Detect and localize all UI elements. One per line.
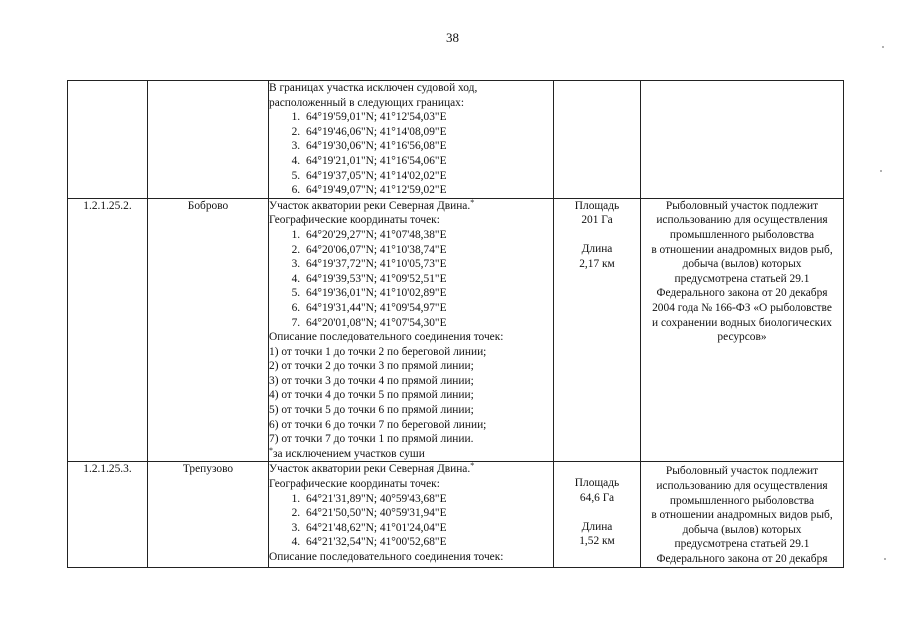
area-cell xyxy=(554,462,641,567)
coordinate-item: 4. 64°19'39,53"N; 41°09'52,51"E xyxy=(303,272,553,287)
area-value: 64,6 Га xyxy=(579,492,615,505)
note-line: добыча (вылов) которых xyxy=(682,523,802,536)
note-line: промышленного рыболовства xyxy=(669,494,815,507)
footnote-asterisk: * xyxy=(470,461,475,471)
site-number-cell: 1.2.1.25.2. xyxy=(68,198,148,462)
site-description-cell xyxy=(269,462,554,567)
length-value: 1,52 км xyxy=(579,535,615,548)
site-title xyxy=(269,199,553,214)
footnote-asterisk: * xyxy=(269,445,273,455)
note-line: промышленного рыболовства xyxy=(669,228,815,241)
note-line: предусмотрена статьей 29.1 xyxy=(674,272,810,285)
site-number-cell xyxy=(68,81,148,199)
coordinate-item: 1. 64°21'31,89"N; 40°59'43,68"E xyxy=(303,492,553,507)
note-line: использованию для осуществления xyxy=(656,214,828,227)
connection-line: 5) от точки 5 до точки 6 по прямой линии; xyxy=(269,404,474,417)
site-name-cell: Боброво xyxy=(148,198,269,462)
scan-speck xyxy=(880,170,882,172)
coordinate-list xyxy=(269,228,553,330)
coordinate-item: 1. 64°20'29,27"N; 41°07'48,38"E xyxy=(303,228,553,243)
coordinate-item: 5. 64°19'36,01"N; 41°10'02,89"E xyxy=(303,286,553,301)
coordinate-item: 3. 64°19'37,72"N; 41°10'05,73"E xyxy=(303,257,553,272)
area-label: Площадь xyxy=(574,477,620,490)
site-title xyxy=(269,462,553,477)
table-row xyxy=(68,198,844,462)
coordinate-item: 2. 64°19'46,06"N; 41°14'08,09"E xyxy=(303,125,553,140)
connection-line: 6) от точки 6 до точки 7 по береговой линии; xyxy=(269,418,487,431)
connection-line: 7) от точки 7 до точки 1 по прямой линии. xyxy=(269,433,474,446)
connection-line: 1) от точки 1 до точки 2 по береговой линии; xyxy=(269,345,487,358)
description-line: расположенный в следующих границах: xyxy=(269,96,465,109)
coords-heading: Географические координаты точек: xyxy=(269,214,440,227)
coordinate-item: 5. 64°19'37,05"N; 41°14'02,02"E xyxy=(303,169,553,184)
connection-line: 4) от точки 4 до точки 5 по прямой линии; xyxy=(269,389,474,402)
exclusion-note xyxy=(269,447,553,462)
coordinate-item: 7. 64°20'01,08"N; 41°07'54,30"E xyxy=(303,316,553,331)
site-name-cell: Трепузово xyxy=(148,462,269,567)
area-value: 201 Га xyxy=(581,214,613,227)
length-value: 2,17 км xyxy=(579,257,615,270)
coordinate-item: 6. 64°19'49,07"N; 41°12'59,02"E xyxy=(303,183,553,198)
connections-heading: Описание последовательного соединения точек: xyxy=(269,331,504,344)
coordinate-list xyxy=(269,110,553,198)
coordinate-list xyxy=(269,492,553,550)
site-title-text: Участок акватории реки Северная Двина. xyxy=(269,199,471,212)
length-label: Длина xyxy=(581,520,613,533)
note-line: в отношении анадромных видов рыб, xyxy=(651,243,833,256)
table-row xyxy=(68,81,844,199)
coordinate-item: 4. 64°19'21,01"N; 41°16'54,06"E xyxy=(303,154,553,169)
table-row xyxy=(68,462,844,567)
site-number-cell: 1.2.1.25.3. xyxy=(68,462,148,567)
note-line: Рыболовный участок подлежит xyxy=(665,199,819,212)
coordinate-item: 2. 64°21'50,50"N; 40°59'31,94"E xyxy=(303,506,553,521)
length-label: Длина xyxy=(581,242,613,255)
note-line: использованию для осуществления xyxy=(656,480,828,493)
exclusion-text: за исключением участков суши xyxy=(273,447,425,460)
coordinate-item: 4. 64°21'32,54"N; 41°00'52,68"E xyxy=(303,535,553,550)
description-line: В границах участка исключен судовой ход, xyxy=(269,82,478,94)
site-title-text: Участок акватории реки Северная Двина. xyxy=(269,463,471,476)
note-line: в отношении анадромных видов рыб, xyxy=(651,509,833,522)
note-line: Федерального закона от 20 декабря xyxy=(656,287,828,300)
site-name-cell xyxy=(148,81,269,199)
connection-line: 2) от точки 2 до точки 3 по прямой линии; xyxy=(269,360,474,373)
area-cell xyxy=(554,81,641,199)
coordinate-item: 6. 64°19'31,44"N; 41°09'54,97"E xyxy=(303,301,553,316)
scan-speck xyxy=(884,558,886,560)
scan-speck xyxy=(882,46,884,48)
note-line: предусмотрена статьей 29.1 xyxy=(674,538,810,551)
site-description-cell xyxy=(269,81,554,199)
note-cell xyxy=(641,462,844,567)
site-description-cell xyxy=(269,198,554,462)
area-label: Площадь xyxy=(574,199,620,212)
note-line: Федерального закона от 20 декабря xyxy=(656,553,828,565)
area-cell xyxy=(554,198,641,462)
fishing-sites-table xyxy=(67,80,844,568)
note-line: добыча (вылов) которых xyxy=(682,258,802,271)
coordinate-item: 1. 64°19'59,01"N; 41°12'54,03"E xyxy=(303,110,553,125)
note-cell xyxy=(641,81,844,199)
connection-line: 3) от точки 3 до точки 4 по прямой линии; xyxy=(269,374,474,387)
note-line: ресурсов» xyxy=(717,331,767,344)
coords-heading: Географические координаты точек: xyxy=(269,478,440,491)
note-cell xyxy=(641,198,844,462)
note-line: Рыболовный участок подлежит xyxy=(665,465,819,478)
footnote-asterisk: * xyxy=(470,198,475,207)
note-line: и сохранении водных биологических xyxy=(652,316,832,329)
coordinate-item: 3. 64°19'30,06"N; 41°16'56,08"E xyxy=(303,139,553,154)
coordinate-item: 2. 64°20'06,07"N; 41°10'38,74"E xyxy=(303,243,553,258)
coordinate-item: 3. 64°21'48,62"N; 41°01'24,04"E xyxy=(303,521,553,536)
note-line: 2004 года № 166-ФЗ «О рыболовстве xyxy=(652,301,832,314)
page-number: 38 xyxy=(446,30,459,45)
connections-heading: Описание последовательного соединения точек: xyxy=(269,551,504,563)
